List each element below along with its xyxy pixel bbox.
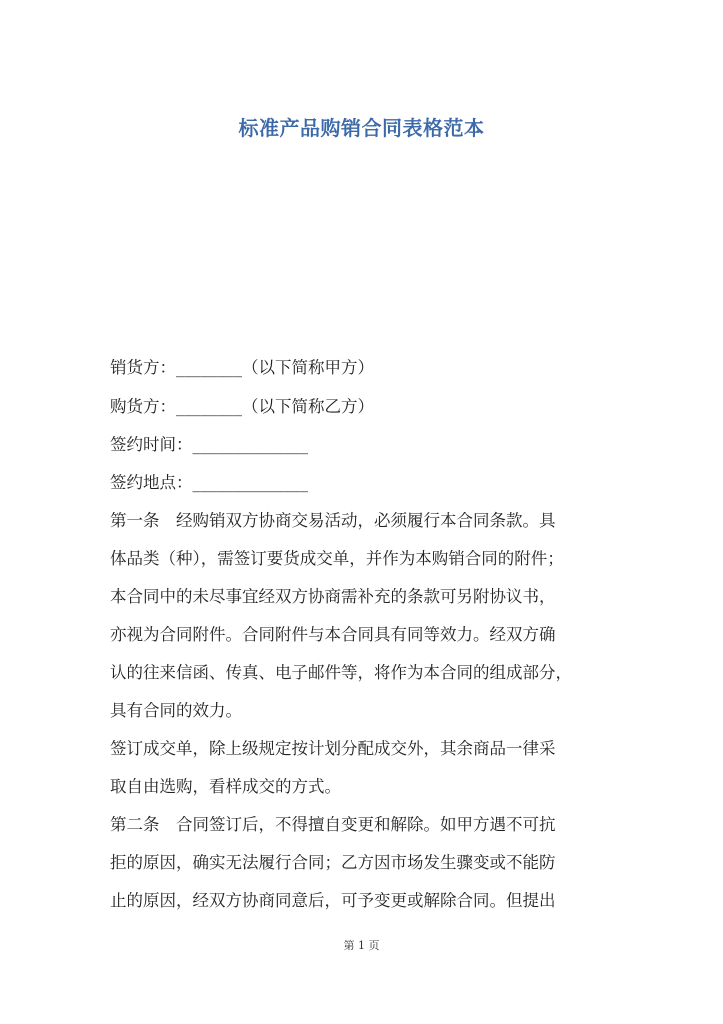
text-line: 签订成交单，除上级规定按计划分配成交外，其余商品一律采 [110, 739, 556, 758]
text-line: 购货方：________（以下简称乙方） [110, 397, 374, 416]
text-line: 签约时间：______________ [110, 435, 308, 454]
document-title: 标准产品购销合同表格范本 [238, 116, 485, 140]
text-line: 止的原因，经双方协商同意后，可予变更或解除合同。但提出 [110, 891, 556, 910]
text-line: 认的往来信函、传真、电子邮件等，将作为本合同的组成部分， [110, 663, 572, 682]
text-line: 具有合同的效力。 [110, 701, 242, 720]
text-line: 体品类（种），需签订要货成交单，并作为本购销合同的附件； [110, 549, 564, 568]
text-line: 亦视为合同附件。合同附件与本合同具有同等效力。经双方确 [110, 625, 556, 644]
text-line: 销货方：________（以下简称甲方） [110, 358, 374, 377]
text-line: 第二条 合同签订后，不得擅自变更和解除。如甲方遇不可抗 [110, 815, 556, 834]
text-line: 拒的原因，确实无法履行合同；乙方因市场发生骤变或不能防 [110, 853, 556, 872]
text-line: 第一条 经购销双方协商交易活动，必须履行本合同条款。具 [110, 511, 556, 530]
text-line: 本合同中的未尽事宜经双方协商需补充的条款可另附协议书， [110, 587, 556, 606]
page-number: 第 1 页 [343, 939, 380, 952]
text-line: 签约地点：______________ [110, 473, 308, 492]
text-line: 取自由选购，看样成交的方式。 [110, 777, 341, 796]
